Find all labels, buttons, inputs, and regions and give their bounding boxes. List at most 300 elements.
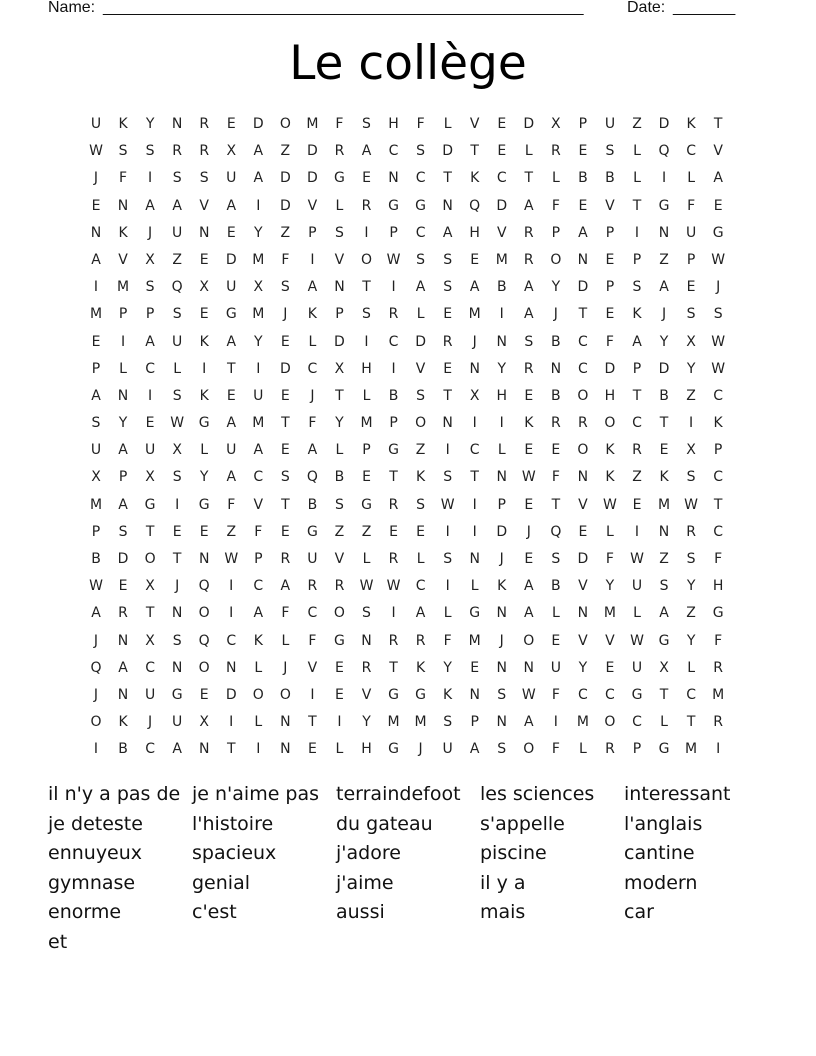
grid-letter: A — [524, 197, 534, 214]
grid-letter: F — [119, 170, 128, 187]
word-bank-item: et — [48, 931, 68, 953]
grid-letter: A — [253, 170, 264, 187]
grid-letter: J — [418, 741, 423, 758]
grid-row — [83, 600, 733, 627]
grid-letter: Q — [90, 659, 102, 676]
grid-letter: N — [496, 605, 507, 622]
grid-letter: L — [416, 306, 425, 323]
grid-letter: N — [496, 714, 507, 731]
grid-letter: C — [469, 442, 480, 459]
grid-letter: F — [443, 632, 452, 649]
grid-letter: L — [687, 170, 695, 187]
grid-letter: B — [496, 279, 507, 296]
grid-letter: V — [578, 578, 588, 595]
grid-letter: U — [90, 442, 102, 459]
grid-letter: W — [521, 686, 536, 703]
grid-letter: Z — [632, 116, 642, 132]
grid-letter: U — [604, 116, 616, 132]
grid-letter: L — [578, 741, 587, 758]
grid-letter: R — [199, 143, 210, 160]
word-bank-item: gymnase — [48, 871, 136, 894]
grid-letter: P — [389, 224, 398, 241]
grid-letter: M — [468, 306, 481, 323]
grid-letter: S — [686, 469, 696, 486]
grid-letter: P — [632, 741, 642, 758]
grid-letter: G — [388, 741, 399, 758]
grid-letter: N — [117, 632, 129, 649]
grid-letter: I — [229, 605, 234, 622]
grid-letter: E — [280, 387, 290, 404]
grid-letter: N — [523, 659, 535, 676]
grid-letter: Y — [362, 714, 371, 731]
grid-letter: E — [362, 170, 371, 187]
grid-letter: J — [93, 686, 99, 703]
grid-letter: E — [118, 578, 128, 595]
word-bank-item: il y a — [480, 871, 526, 894]
grid-letter: G — [415, 197, 427, 214]
word-bank-item: interessant — [624, 783, 731, 805]
grid-letter: S — [497, 741, 507, 758]
grid-letter: N — [469, 686, 480, 703]
grid-letter: T — [172, 551, 182, 567]
grid-letter: Q — [198, 632, 210, 649]
grid-letter: I — [445, 442, 450, 459]
word-bank-item: mais — [480, 901, 526, 924]
grid-letter: A — [524, 306, 534, 323]
grid-letter: B — [578, 170, 588, 187]
grid-letter: I — [120, 333, 126, 350]
grid-letter: P — [470, 714, 479, 731]
grid-letter: U — [144, 686, 156, 703]
grid-letter: T — [389, 469, 398, 486]
grid-letter: E — [226, 387, 236, 404]
grid-letter: R — [523, 360, 534, 377]
grid-letter: D — [225, 251, 237, 268]
grid-letter: N — [442, 197, 453, 214]
grid-letter: U — [90, 116, 102, 132]
grid-row — [83, 573, 733, 600]
grid-letter: L — [308, 333, 317, 350]
grid-letter: C — [713, 469, 724, 486]
grid-letter: K — [497, 578, 507, 595]
grid-letter: E — [199, 306, 209, 323]
grid-letter: E — [524, 551, 534, 567]
grid-letter: A — [118, 659, 128, 676]
grid-letter: L — [173, 360, 182, 377]
grid-letter: D — [225, 686, 237, 703]
grid-letter: P — [254, 551, 263, 567]
grid-letter: C — [145, 659, 155, 676]
grid-letter: V — [361, 686, 372, 703]
grid-letter: T — [145, 605, 155, 622]
grid-letter: K — [659, 469, 669, 486]
grid-letter: P — [362, 442, 371, 459]
grid-letter: T — [551, 496, 561, 513]
grid-letter: X — [199, 714, 209, 731]
grid-letter: E — [416, 523, 426, 540]
grid-letter: K — [686, 116, 696, 132]
grid-letter: Z — [415, 442, 426, 459]
grid-letter: Y — [578, 659, 588, 676]
grid-letter: M — [252, 251, 265, 268]
grid-letter: S — [172, 469, 182, 486]
grid-letter: L — [335, 741, 344, 758]
grid-letter: A — [415, 605, 426, 622]
grid-letter: I — [472, 496, 477, 513]
grid-letter: N — [198, 741, 210, 758]
grid-letter: T — [659, 686, 669, 703]
grid-letter: W — [89, 143, 103, 160]
grid-letter: S — [280, 469, 290, 486]
grid-letter: N — [658, 523, 670, 540]
grid-letter: S — [416, 496, 426, 513]
grid-letter: L — [633, 605, 641, 622]
grid-letter: G — [712, 605, 724, 622]
grid-letter: R — [199, 116, 210, 132]
grid-row — [83, 546, 733, 573]
grid-letter: E — [470, 659, 480, 676]
grid-letter: C — [713, 387, 724, 404]
grid-letter: E — [551, 442, 561, 459]
grid-letter: R — [118, 605, 128, 622]
grid-letter: F — [281, 605, 290, 622]
grid-letter: E — [497, 143, 507, 160]
grid-letter: E — [280, 333, 290, 350]
grid-row — [83, 464, 733, 491]
grid-letter: J — [283, 306, 288, 323]
word-bank-item: je n'aime pas — [192, 783, 320, 805]
grid-letter: K — [524, 415, 534, 432]
grid-letter: E — [91, 197, 101, 214]
grid-letter: G — [415, 686, 427, 703]
grid-letter: L — [551, 605, 560, 622]
grid-letter: P — [497, 496, 506, 513]
grid-letter: U — [685, 224, 697, 241]
grid-letter: M — [576, 714, 589, 731]
grid-letter: O — [550, 251, 562, 268]
grid-letter: Y — [686, 632, 696, 649]
grid-letter: Q — [550, 523, 562, 540]
grid-letter: L — [470, 578, 479, 595]
grid-letter: X — [145, 469, 155, 486]
grid-letter: P — [145, 306, 155, 323]
grid-letter: Q — [198, 578, 210, 595]
grid-letter: T — [226, 741, 236, 758]
grid-letter: G — [198, 415, 210, 432]
grid-letter: X — [686, 442, 696, 459]
grid-letter: V — [253, 496, 264, 513]
grid-letter: R — [280, 551, 291, 567]
grid-letter: R — [523, 224, 534, 241]
grid-letter: S — [91, 415, 101, 432]
grid-letter: P — [605, 224, 615, 241]
word-bank-item: enorme — [48, 901, 122, 924]
grid-letter: L — [335, 197, 344, 214]
word-bank-item: genial — [192, 871, 250, 894]
grid-letter: J — [526, 523, 531, 540]
grid-letter: C — [496, 170, 507, 187]
grid-letter: I — [310, 251, 315, 268]
grid-letter: I — [93, 741, 99, 758]
grid-letter: C — [686, 143, 696, 160]
grid-letter: M — [306, 116, 319, 132]
grid-letter: L — [443, 605, 452, 622]
grid-letter: E — [226, 116, 236, 132]
grid-letter: I — [256, 197, 261, 214]
grid-letter: S — [118, 143, 128, 160]
grid-letter: N — [280, 741, 291, 758]
grid-letter: O — [360, 251, 373, 268]
grid-letter: L — [416, 551, 425, 567]
grid-letter: L — [551, 170, 560, 187]
grid-letter: S — [145, 279, 155, 296]
grid-letter: F — [281, 251, 290, 268]
grid-letter: H — [361, 741, 372, 758]
grid-letter: R — [686, 523, 696, 540]
grid-letter: K — [470, 170, 480, 187]
word-bank-item: spacieux — [192, 842, 277, 865]
grid-letter: A — [226, 197, 237, 214]
grid-letter: C — [145, 360, 155, 377]
grid-letter: A — [226, 333, 237, 350]
grid-letter: P — [713, 442, 723, 459]
grid-letter: N — [388, 170, 399, 187]
grid-letter: R — [713, 659, 723, 676]
word-bank-item: ennuyeux — [48, 842, 143, 865]
grid-letter: T — [443, 387, 452, 404]
grid-letter: S — [416, 251, 426, 268]
grid-letter: J — [93, 632, 99, 649]
grid-row — [83, 437, 733, 464]
grid-letter: X — [199, 279, 209, 296]
grid-letter: C — [145, 741, 155, 758]
grid-letter: A — [172, 197, 182, 214]
grid-letter: J — [148, 714, 153, 731]
grid-letter: S — [497, 686, 507, 703]
grid-letter: S — [686, 306, 696, 323]
grid-letter: I — [391, 279, 396, 296]
grid-letter: I — [229, 578, 234, 595]
grid-letter: E — [199, 251, 209, 268]
grid-letter: F — [254, 523, 263, 540]
grid-row — [83, 274, 733, 301]
grid-letter: Q — [306, 469, 318, 486]
grid-letter: U — [172, 224, 183, 241]
grid-letter: A — [524, 714, 534, 731]
grid-letter: R — [523, 251, 534, 268]
grid-letter: R — [361, 197, 372, 214]
grid-letter: B — [307, 496, 318, 513]
grid-letter: Z — [686, 605, 696, 622]
grid-letter: W — [711, 333, 726, 350]
grid-letter: F — [551, 469, 560, 486]
grid-letter: J — [499, 632, 504, 649]
grid-letter: L — [254, 659, 263, 676]
grid-letter: P — [632, 251, 642, 268]
grid-letter: U — [442, 741, 453, 758]
grid-letter: O — [144, 551, 156, 567]
grid-letter: R — [442, 333, 453, 350]
grid-letter: C — [632, 714, 642, 731]
grid-letter: D — [577, 279, 589, 296]
grid-letter: R — [713, 714, 723, 731]
grid-letter: S — [524, 333, 534, 350]
grid-letter: F — [687, 197, 696, 214]
grid-letter: V — [496, 224, 507, 241]
grid-letter: P — [578, 116, 588, 132]
grid-letter: C — [253, 469, 264, 486]
grid-letter: E — [335, 686, 344, 703]
worksheet-header — [48, 0, 748, 19]
grid-letter: L — [335, 442, 344, 459]
grid-letter: N — [280, 714, 291, 731]
grid-letter: X — [469, 387, 480, 404]
grid-letter: E — [524, 496, 534, 513]
grid-letter: I — [499, 306, 504, 323]
grid-letter: Z — [280, 224, 291, 241]
word-bank-item: car — [624, 901, 654, 924]
grid-letter: U — [172, 714, 183, 731]
grid-letter: S — [605, 143, 615, 160]
grid-letter: X — [91, 469, 101, 486]
grid-letter: E — [605, 251, 615, 268]
grid-letter: O — [604, 415, 616, 432]
grid-letter: L — [497, 442, 506, 459]
page-title: Le collège — [289, 36, 527, 91]
grid-letter: G — [388, 686, 399, 703]
grid-letter: X — [659, 659, 669, 676]
grid-letter: I — [472, 523, 477, 540]
grid-letter: U — [307, 551, 318, 567]
grid-letter: K — [118, 116, 128, 132]
grid-letter: F — [551, 686, 560, 703]
grid-letter: G — [334, 632, 345, 649]
grid-letter: C — [388, 143, 399, 160]
grid-letter: A — [307, 442, 318, 459]
grid-row — [83, 165, 733, 192]
grid-letter: I — [93, 279, 99, 296]
grid-letter: K — [605, 469, 615, 486]
grid-letter: T — [578, 306, 588, 323]
grid-letter: G — [388, 442, 399, 459]
grid-letter: I — [256, 360, 261, 377]
grid-letter: K — [443, 686, 453, 703]
grid-letter: N — [658, 224, 670, 241]
grid-letter: H — [361, 360, 372, 377]
grid-letter: N — [171, 605, 183, 622]
grid-letter: D — [577, 551, 589, 567]
grid-letter: O — [279, 686, 291, 703]
grid-letter: O — [577, 387, 589, 404]
grid-letter: B — [91, 551, 101, 567]
grid-letter: I — [689, 415, 694, 432]
grid-row — [83, 220, 733, 247]
grid-letter: S — [280, 279, 290, 296]
grid-letter: L — [254, 714, 263, 731]
grid-letter: U — [550, 659, 561, 676]
grid-letter: I — [229, 714, 234, 731]
grid-letter: E — [199, 523, 209, 540]
grid-letter: K — [118, 224, 128, 241]
grid-letter: J — [553, 306, 558, 323]
grid-letter: W — [684, 496, 699, 513]
word-bank-item: aussi — [336, 901, 385, 924]
grid-letter: K — [713, 415, 723, 432]
grid-letter: P — [686, 251, 696, 268]
grid-letter: R — [388, 496, 399, 513]
grid-letter: Y — [551, 279, 561, 296]
grid-letter: W — [440, 496, 455, 513]
grid-letter: C — [415, 170, 426, 187]
grid-letter: T — [389, 659, 398, 676]
grid-letter: J — [661, 306, 667, 323]
grid-letter: O — [198, 659, 210, 676]
grid-letter: S — [443, 279, 453, 296]
grid-letter: V — [307, 659, 318, 676]
grid-letter: R — [632, 442, 642, 459]
grid-row — [83, 301, 733, 328]
grid-letter: S — [334, 496, 344, 513]
grid-letter: V — [469, 116, 480, 132]
grid-letter: L — [633, 170, 641, 187]
grid-letter: R — [334, 578, 345, 595]
grid-letter: A — [145, 197, 155, 214]
grid-letter: R — [578, 415, 588, 432]
grid-letter: M — [89, 496, 103, 513]
grid-letter: I — [391, 360, 396, 377]
grid-letter: K — [199, 387, 209, 404]
grid-letter: J — [283, 659, 288, 676]
grid-letter: F — [605, 333, 614, 350]
grid-letter: I — [256, 741, 261, 758]
grid-letter: M — [360, 415, 373, 432]
grid-letter: T — [470, 469, 479, 486]
grid-letter: X — [145, 632, 155, 649]
grid-letter: U — [172, 333, 183, 350]
grid-letter: F — [335, 116, 344, 132]
grid-letter: E — [686, 279, 696, 296]
grid-letter: A — [469, 741, 480, 758]
grid-letter: J — [148, 224, 153, 241]
grid-letter: D — [252, 116, 264, 132]
grid-letter: N — [442, 415, 453, 432]
grid-letter: N — [496, 469, 507, 486]
grid-row — [83, 193, 733, 220]
grid-letter: E — [335, 659, 344, 676]
grid-letter: R — [605, 741, 615, 758]
word-bank-item: modern — [624, 871, 698, 894]
grid-letter: G — [631, 686, 643, 703]
grid-letter: W — [386, 251, 401, 268]
grid-letter: O — [198, 605, 210, 622]
grid-letter: E — [199, 686, 209, 703]
grid-letter: A — [659, 605, 669, 622]
grid-letter: N — [171, 116, 183, 132]
grid-letter: M — [252, 306, 265, 323]
grid-letter: N — [171, 659, 183, 676]
grid-letter: Z — [334, 523, 345, 540]
grid-letter: A — [442, 224, 453, 241]
grid-letter: I — [148, 170, 153, 187]
grid-letter: T — [686, 714, 696, 731]
grid-letter: E — [578, 197, 588, 214]
grid-letter: I — [716, 741, 721, 758]
grid-letter: Y — [254, 333, 263, 350]
grid-letter: S — [172, 632, 182, 649]
grid-letter: R — [388, 551, 399, 567]
grid-letter: E — [172, 523, 182, 540]
grid-letter: T — [632, 387, 642, 404]
